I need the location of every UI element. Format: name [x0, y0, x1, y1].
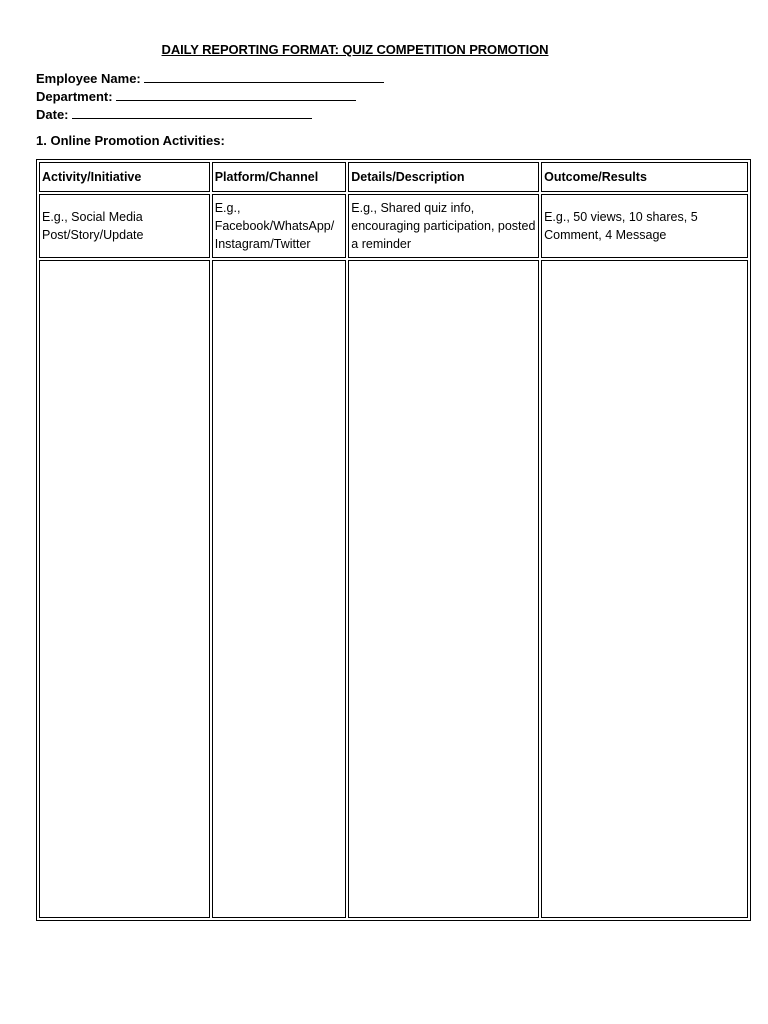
- date-field: [36, 106, 312, 123]
- column-header-outcome: Outcome/Results: [541, 162, 748, 192]
- employee-name-label: Employee Name:: [36, 71, 141, 86]
- online-promotion-table: [36, 159, 751, 921]
- date-label: Date:: [36, 107, 69, 122]
- document-title: DAILY REPORTING FORMAT: QUIZ COMPETITION PROMOTION: [161, 42, 549, 57]
- department-blank[interactable]: [116, 88, 356, 101]
- table-cell-activity[interactable]: E.g., Social Media Post/Story/Update: [39, 194, 210, 258]
- employee-name-blank[interactable]: [144, 70, 384, 83]
- column-header-platform: Platform/Channel: [212, 162, 347, 192]
- employee-name-field: [36, 70, 384, 87]
- column-header-activity: Activity/Initiative: [39, 162, 210, 192]
- date-blank[interactable]: [72, 106, 312, 119]
- table-cell-details[interactable]: E.g., Shared quiz info, encouraging participation, posted a reminder: [348, 194, 539, 258]
- table-cell-outcome[interactable]: E.g., 50 views, 10 shares, 5 Comment, 4 Message: [541, 194, 748, 258]
- table-header-row: [39, 162, 748, 192]
- department-field: [36, 88, 356, 105]
- section-heading-online-promotion: 1. Online Promotion Activities:: [36, 133, 225, 148]
- table-cell-details[interactable]: [348, 260, 539, 918]
- table-cell-outcome[interactable]: [541, 260, 748, 918]
- table-cell-activity[interactable]: [39, 260, 210, 918]
- table-row: [39, 260, 748, 918]
- department-label: Department:: [36, 89, 113, 104]
- column-header-details: Details/Description: [348, 162, 539, 192]
- table-cell-platform[interactable]: E.g., Facebook/WhatsApp/ Instagram/Twitter: [212, 194, 347, 258]
- table-row: [39, 194, 748, 258]
- table-cell-platform[interactable]: [212, 260, 347, 918]
